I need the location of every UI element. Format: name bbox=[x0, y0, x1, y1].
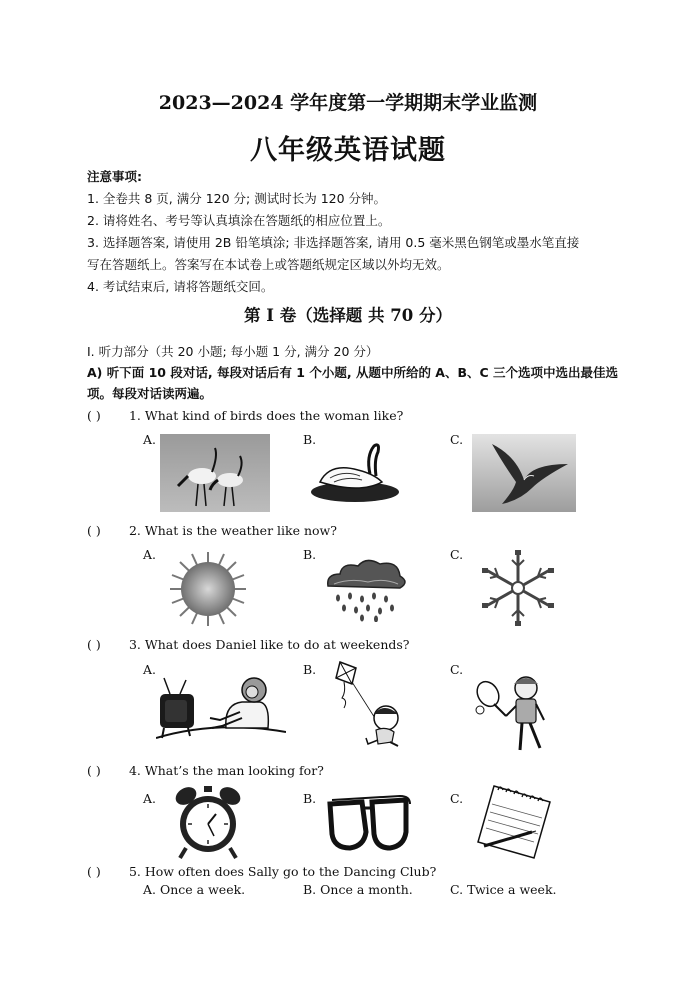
option-letter: A. bbox=[143, 791, 157, 806]
option-letter: B. bbox=[303, 662, 317, 677]
option-text: Once a month. bbox=[320, 882, 413, 897]
notes-item: 4. 考试结束后, 请将答题纸交回。 bbox=[87, 279, 274, 294]
option-letter: C. bbox=[450, 547, 464, 562]
notes-item: 2. 请将姓名、考号等认真填涂在答题纸的相应位置上。 bbox=[87, 213, 391, 228]
notes-heading: 注意事项: bbox=[87, 169, 142, 184]
swan-picture bbox=[300, 436, 400, 508]
notes-block bbox=[87, 166, 627, 298]
snowflake-picture bbox=[478, 548, 558, 628]
listening-heading: I. 听力部分（共 20 小题; 每小题 1 分, 满分 20 分） bbox=[87, 344, 379, 359]
crane-birds-picture bbox=[160, 434, 270, 512]
answer-blank[interactable]: ( ) bbox=[87, 523, 101, 538]
playing-tennis-picture bbox=[470, 670, 554, 754]
question-text: 2. What is the weather like now? bbox=[128, 523, 337, 538]
option-letter: C. bbox=[450, 432, 464, 447]
question-1 bbox=[87, 408, 403, 423]
question-3 bbox=[87, 637, 409, 652]
option-c[interactable] bbox=[450, 882, 557, 897]
question-text: 3. What does Daniel like to do at weekends? bbox=[128, 637, 410, 652]
option-a[interactable] bbox=[143, 882, 245, 897]
notebook-picture bbox=[476, 784, 554, 860]
option-b[interactable] bbox=[303, 882, 413, 897]
option-text: Once a week. bbox=[160, 882, 246, 897]
glasses-picture bbox=[326, 794, 412, 854]
answer-blank[interactable]: ( ) bbox=[87, 763, 101, 778]
option-letter: B. bbox=[303, 547, 317, 562]
option-letter: C. bbox=[450, 662, 464, 677]
exam-subtitle: 八年级英语试题 bbox=[250, 135, 446, 166]
notes-item: 3. 选择题答案, 请使用 2B 铅笔填涂; 非选择题答案, 请用 0.5 毫米黑色钢笔或墨水笔直接 bbox=[87, 235, 580, 250]
answer-blank[interactable]: ( ) bbox=[87, 864, 101, 879]
section-title: 第 I 卷（选择题 共 70 分） bbox=[244, 306, 452, 325]
watching-tv-picture bbox=[156, 668, 286, 746]
option-letter: A. bbox=[143, 882, 157, 897]
option-letter: B. bbox=[303, 791, 317, 806]
sun-picture bbox=[162, 550, 254, 628]
option-letter: A. bbox=[143, 432, 157, 447]
exam-title-line: 2023—2024 学年度第一学期期末学业监测 bbox=[158, 92, 538, 114]
listening-instruction: A) 听下面 10 段对话, 每段对话后有 1 个小题, 从题中所给的 A、B、C 三个选项中选出最佳选项。每段对话读两遍。 bbox=[87, 365, 619, 401]
eagle-picture bbox=[472, 434, 576, 512]
question-2 bbox=[87, 523, 337, 538]
option-letter: C. bbox=[450, 791, 464, 806]
question-4 bbox=[87, 763, 324, 778]
option-letter: A. bbox=[143, 547, 157, 562]
answer-blank[interactable]: ( ) bbox=[87, 408, 101, 423]
flying-kite-picture bbox=[322, 660, 408, 748]
option-letter: C. bbox=[450, 882, 464, 897]
alarm-clock-picture bbox=[170, 784, 246, 860]
option-text: Twice a week. bbox=[467, 882, 557, 897]
option-letter: B. bbox=[303, 432, 317, 447]
notes-item: 写在答题纸上。答案写在本试卷上或答题纸规定区域以外均无效。 bbox=[87, 257, 450, 272]
notes-item: 1. 全卷共 8 页, 满分 120 分; 测试时长为 120 分钟。 bbox=[87, 191, 387, 206]
question-text: 1. What kind of birds does the woman like? bbox=[128, 408, 404, 423]
option-letter: A. bbox=[143, 662, 157, 677]
answer-blank[interactable]: ( ) bbox=[87, 637, 101, 652]
question-text: 5. How often does Sally go to the Dancing Club? bbox=[128, 864, 437, 879]
question-text: 4. What’s the man looking for? bbox=[128, 763, 324, 778]
question-5 bbox=[87, 864, 436, 879]
rain-cloud-picture bbox=[320, 556, 408, 622]
option-letter: B. bbox=[303, 882, 317, 897]
